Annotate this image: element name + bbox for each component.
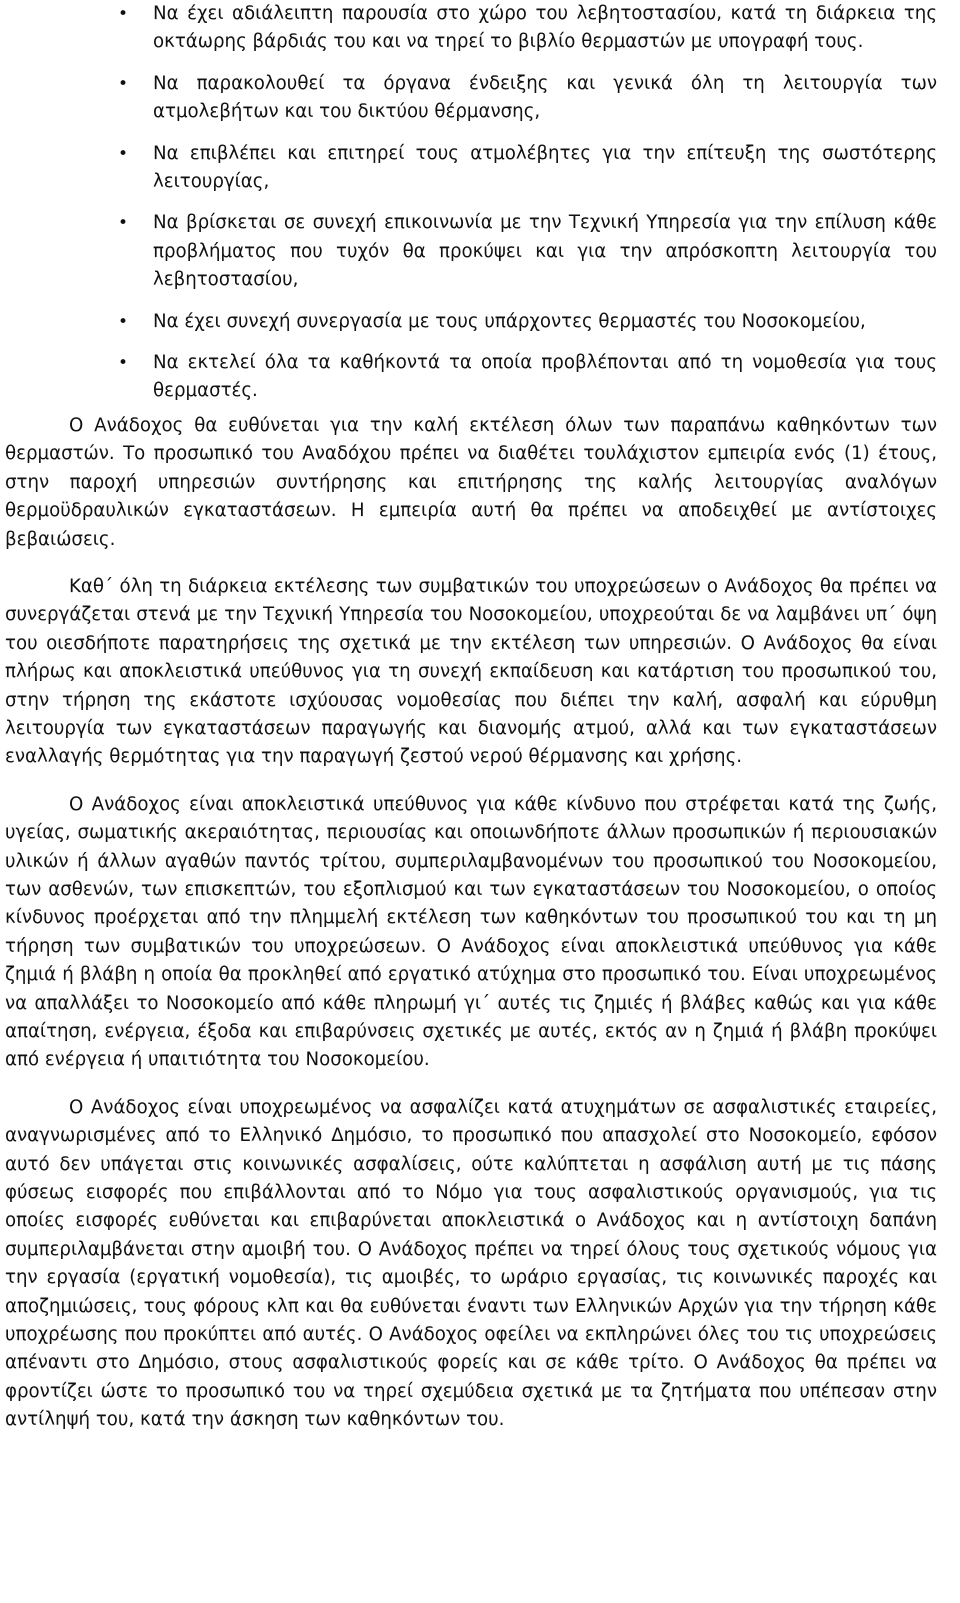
- bullet-icon: •: [117, 311, 129, 332]
- bullet-icon: •: [117, 353, 129, 374]
- list-item: [5, 308, 937, 336]
- list-item: [5, 209, 937, 294]
- list-item-text: Να έχει συνεχή συνεργασία με τους υπάρχοντες θερμαστές του Νοσοκομείου,: [153, 310, 866, 332]
- list-item-text: Να εκτελεί όλα τα καθήκοντά τα οποία προβλέπονται από τη νομοθεσία για τους θερμαστές.: [153, 352, 937, 402]
- paragraph-staff-responsibility: Ο Ανάδοχος θα ευθύνεται για την καλή εκτέλεση όλων των παραπάνω καθηκόντων των θερμαστών. Το προσωπικό του Αναδόχου πρέπει να διαθέτει τουλάχιστον εμπειρία ενός (1) έτους, στην παροχή υπηρεσιών συντήρησης και επιτήρησης της καλής λειτουργίας αναλόγων θερμοϋδραυλικών εγκαταστάσεων. Η εμπειρία αυτή θα πρέπει να αποδειχθεί με αντίστοιχες βεβαιώσεις.: [5, 414, 937, 550]
- list-item-text: Να βρίσκεται σε συνεχή επικοινωνία με την Τεχνική Υπηρεσία για την επίλυση κάθε προβλήματος που τυχόν θα προκύψει και για την απρόσκοπτη λειτουργία του λεβητοστασίου,: [153, 212, 937, 291]
- paragraph-insurance: Ο Ανάδοχος είναι υποχρεωμένος να ασφαλίζει κατά ατυχημάτων σε ασφαλιστικές εταιρείες, αναγνωρισμένες από το Ελληνικό Δημόσιο, το προσωπικό που απασχολεί στο Νοσοκομείο, εφόσον αυτό δεν υπάγεται στις κοινωνικές ασφαλίσεις, ούτε καλύπτεται η ασφάλιση αυτή με τις πάσης φύσεως εισφορές που επιβάλλονται από το Νόμο για τους ασφαλιστικούς οργανισμούς, για τις οποίες εισφορές ευθύνεται και επιβαρύνεται αποκλειστικά ο Ανάδοχος και η αντίστοιχη δαπάνη συμπεριλαμβάνεται στην αμοιβή του. Ο Ανάδοχος πρέπει να τηρεί όλους τους σχετικούς νόμους για την εργασία (εργατική νομοθεσία), τις αμοιβές, το ωράριο εργασίας, τις κοινωνικές παροχές και αποζημιώσεις, τους φόρους κλπ και θα ευθύνεται έναντι των Ελληνικών Αρχών για την τήρηση κάθε υποχρέωσης που προκύπτει από αυτές. Ο Ανάδοχος οφείλει να εκπληρώνει όλες του τις υποχρεώσεις απέναντι στο Δημόσιο, στους ασφαλιστικούς φορείς και σε κάθε τρίτο. Ο Ανάδοχος θα πρέπει να φροντίζει ώστε το προσωπικό του να τηρεί σχεμύδεια σχετικά με τα ζητήματα που υπέπεσαν στην αντίληψή του, κατά την άσκηση των καθηκόντων του.: [5, 1096, 937, 1431]
- paragraph-liability: Ο Ανάδοχος είναι αποκλειστικά υπεύθυνος για κάθε κίνδυνο που στρέφεται κατά της ζωής, υγείας, σωματικής ακεραιότητας, περιουσίας και οποιωνδήποτε άλλων προσωπικών ή περιουσιακών υλικών ή άλλων αγαθών παντός τρίτου, συμπεριλαμβανομένων του προσωπικού του Νοσοκομείου, των ασθενών, των επισκεπτών, του εξοπλισμού και των εγκαταστάσεων του Νοσοκομείου, ο οποίος κίνδυνος προέρχεται από την πλημμελή εκτέλεση των καθηκόντων του προσωπικού του και τη μη τήρηση των συμβατικών του υποχρεώσεων. Ο Ανάδοχος είναι αποκλειστικά υπεύθυνος για κάθε ζημιά ή βλάβη η οποία θα προκληθεί από εργατικό ατύχημα στο προσωπικό του. Είναι υποχρεωμένος να απαλλάξει το Νοσοκομείο από κάθε πληρωμή γι΄ αυτές τις ζημιές ή βλάβες καθώς και για κάθε απαίτηση, ενέργεια, έξοδα και επιβαρύνσεις σχετικές με αυτές, εκτός αν η ζημιά ή βλάβη προκύψει από ενέργεια ή υπαιτιότητα του Νοσοκομείου.: [5, 793, 937, 1071]
- bullet-icon: •: [117, 143, 129, 164]
- list-item: [5, 70, 937, 127]
- bullet-icon: •: [117, 73, 129, 94]
- list-item-text: Να επιβλέπει και επιτηρεί τους ατμολέβητες για την επίτευξη της σωστότερης λειτουργίας,: [153, 142, 937, 193]
- list-item-text: Να έχει αδιάλειπτη παρουσία στο χώρο του λεβητοστασίου, κατά τη διάρκεια της οκτάωρης βάρδιάς του και να τηρεί το βιβλίο θερμαστών με υπογραφή τους.: [153, 3, 937, 53]
- paragraph-cooperation: Καθ΄ όλη τη διάρκεια εκτέλεσης των συμβατικών του υποχρεώσεων ο Ανάδοχος θα πρέπει να συνεργάζεται στενά με την Τεχνική Υπηρεσία του Νοσοκομείου, υποχρεούται δε να λαμβάνει υπ΄ όψη του οιεσδήποτε παρατηρήσεις της σχετικά με την εκτέλεση των υπηρεσιών. Ο Ανάδοχος θα είναι πλήρως και αποκλειστικά υπεύθυνος για τη συνεχή εκπαίδευση και κατάρτιση του προσωπικού του, στην τήρηση της εκάστοτε ισχύουσας νομοθεσίας που διέπει την καλή, ασφαλή και εύρυθμη λειτουργία των εγκαταστάσεων παραγωγής και διανομής ατμού, αλλά και των εγκαταστάσεων εναλλαγής θερμότητας για την παραγωγή ζεστού νερού θέρμανσης και χρήσης.: [5, 575, 937, 768]
- list-item-text: Να παρακολουθεί τα όργανα ένδειξης και γενικά όλη τη λειτουργία των ατμολεβήτων και του δικτύου θέρμανσης,: [153, 72, 937, 123]
- bullet-icon: •: [117, 4, 129, 24]
- document-page: [5, 0, 937, 1435]
- duties-list: [5, 0, 937, 406]
- list-item: [5, 0, 937, 57]
- list-item: [5, 349, 937, 406]
- list-item: [5, 140, 937, 197]
- bullet-icon: •: [117, 213, 129, 234]
